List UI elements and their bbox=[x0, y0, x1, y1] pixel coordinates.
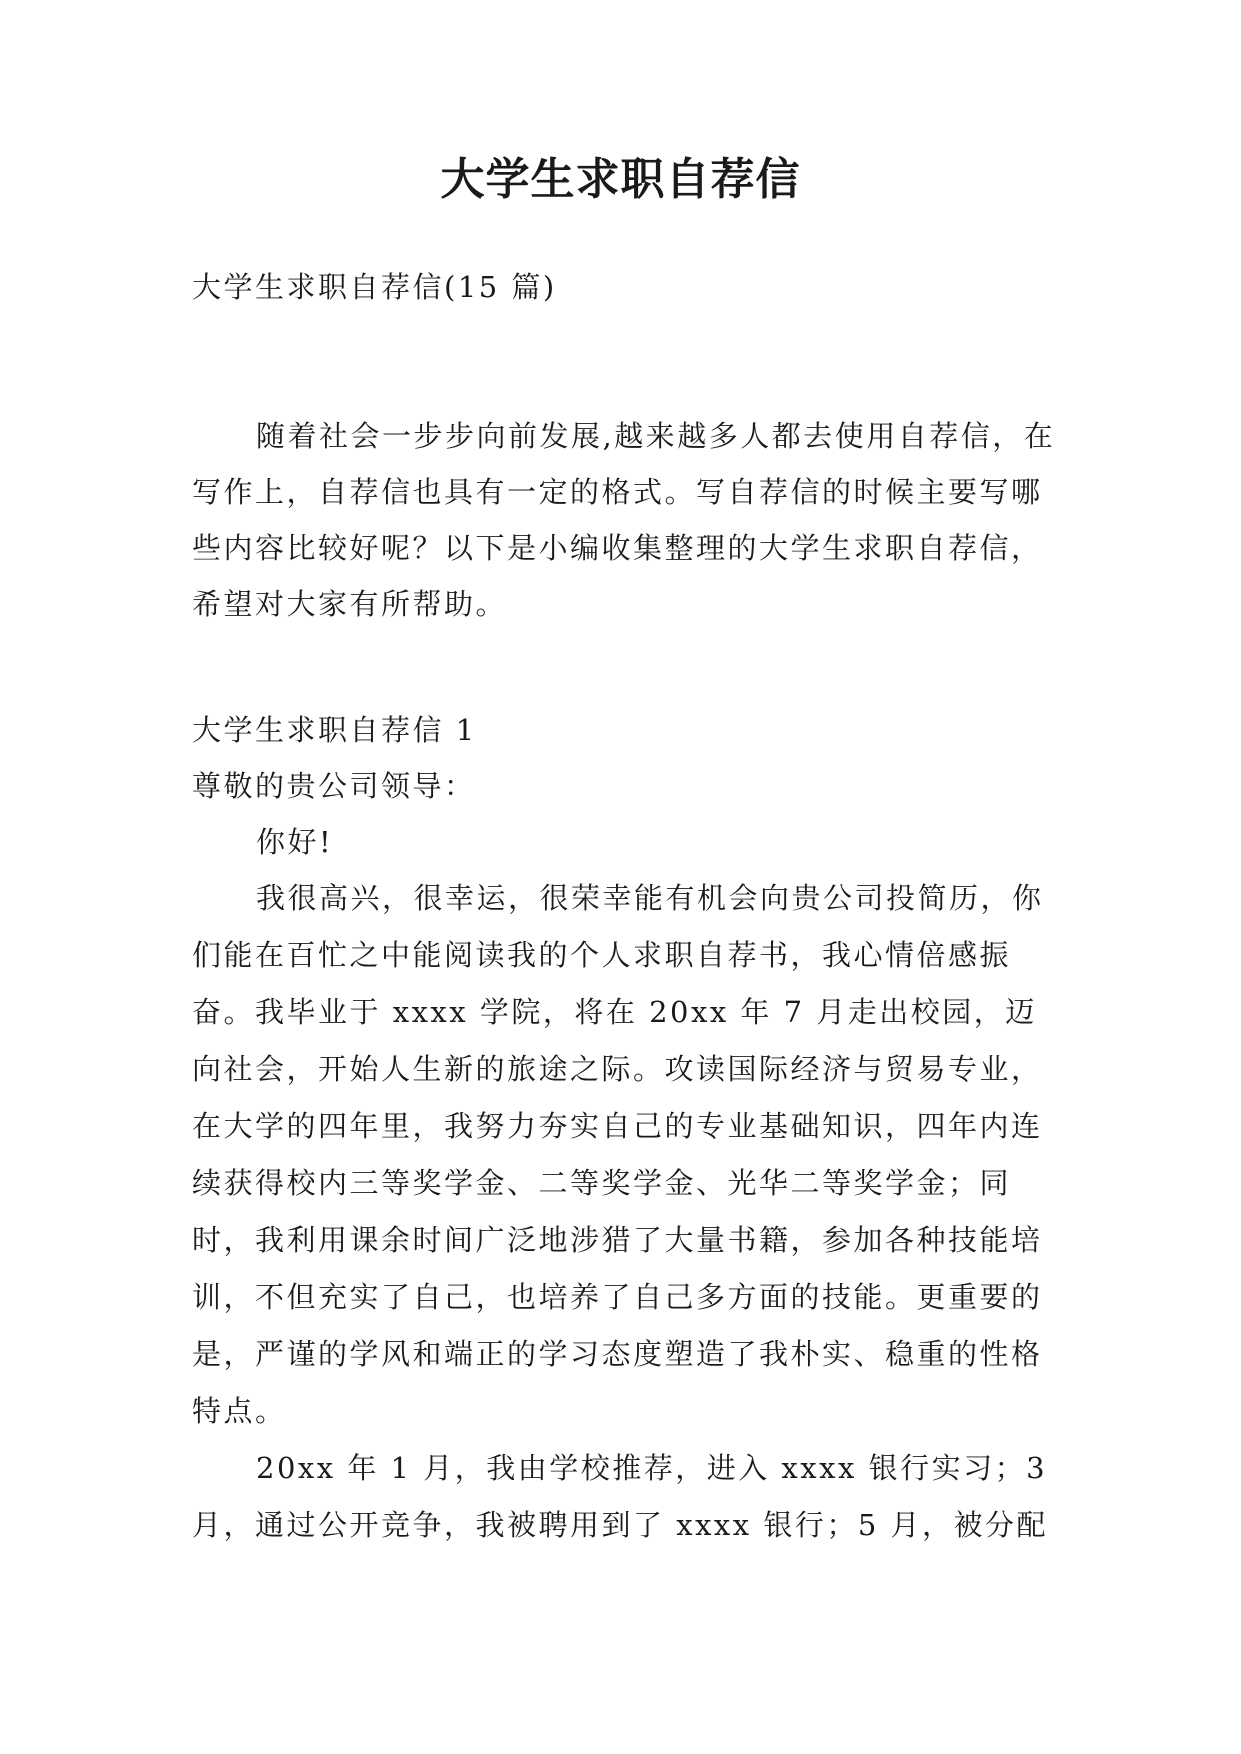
intro-paragraph: 随着社会一步步向前发展,越来越多人都去使用自荐信，在写作上，自荐信也具有一定的格式。写自荐信的时候主要写哪些内容比较好呢？以下是小编收集整理的大学生求职自荐信，希望对大家有所帮助。 bbox=[192, 419, 1056, 621]
letter-header bbox=[192, 702, 1057, 870]
letter-greeting: 你好! bbox=[256, 825, 334, 859]
document-subtitle: 大学生求职自荐信(15 篇) bbox=[192, 270, 557, 304]
letter-heading: 大学生求职自荐信 1 bbox=[192, 713, 477, 747]
document-title: 大学生求职自荐信 bbox=[440, 154, 801, 205]
letter-salutation: 尊敬的贵公司领导： bbox=[192, 769, 476, 803]
letter-body bbox=[192, 870, 1057, 1554]
letter-paragraph: 20xx 年 1 月，我由学校推荐，进入 xxxx 银行实习；3 月，通过公开竞争，我被聘用到了 xxxx 银行；5 月，被分配 bbox=[192, 1451, 1049, 1542]
letter-paragraph: 我很高兴，很幸运，很荣幸能有机会向贵公司投简历，你们能在百忙之中能阅读我的个人求职自荐书，我心情倍感振奋。我毕业于 xxxx 学院，将在 20xx 年 7 月走出校园，迈向社会，开始人生新的旅途之际。攻读国际经济与贸易专业，在大学的四年里，我努力夯实自己的专业基础知识，四年内连续获得校内三等奖学金、二等奖学金、光华二等奖学金；同时，我利用课余时间广泛地涉猎了大量书籍，参加各种技能培训，不但充实了自己，也培养了自己多方面的技能。更重要的是，严谨的学风和端正的学习态度塑造了我朴实、稳重的性格特点。 bbox=[192, 881, 1044, 1428]
